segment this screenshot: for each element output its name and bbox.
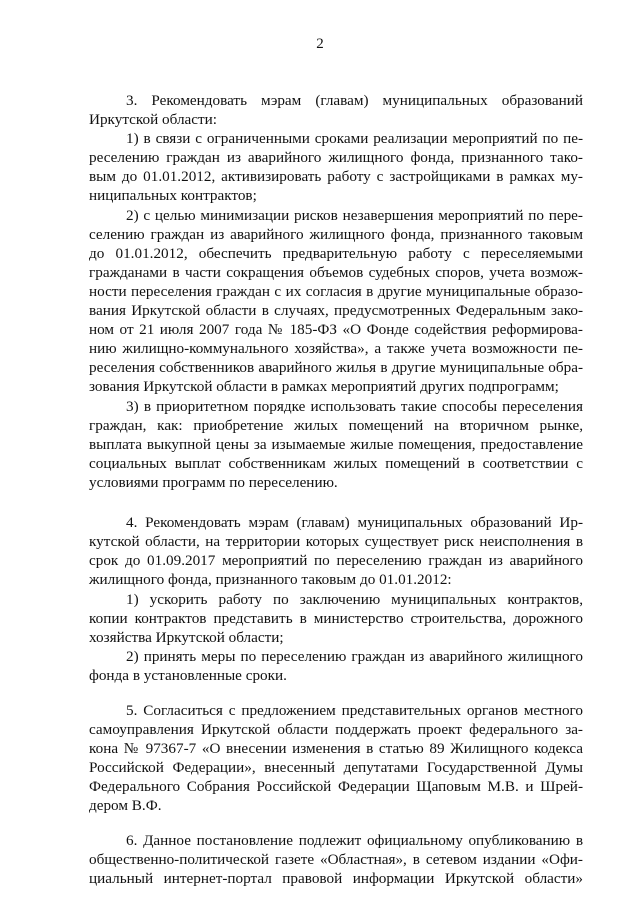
section-3-line: вания Иркутской области в случаях, предусмотренных Федеральным зако- <box>89 302 583 319</box>
section-3-line: вым до 01.01.2012, активизировать работу с застройщиками в рамках му- <box>89 168 583 185</box>
section-5-line: дером В.Ф. <box>89 797 162 814</box>
section-3-line: зования Иркутской области в рамках мероприятий других подпрограмм; <box>89 378 559 395</box>
section-4-line: кутской области, на территории которых существует риск неисполнения в <box>89 533 583 550</box>
section-3-line: ниципальных контрактов; <box>89 187 257 204</box>
section-3-line: ном от 21 июля 2007 года № 185-ФЗ «О Фонде содействия реформирова- <box>89 321 583 338</box>
section-3-line: 2) с целью минимизации рисков незавершения мероприятий по пере- <box>126 207 583 224</box>
section-3-line: условиями программ по переселению. <box>89 474 338 491</box>
section-6-line: циальный интернет-портал правовой информации Иркутской области» <box>89 870 583 887</box>
section-4-line: жилищного фонда, признанного таковым до 01.01.2012: <box>89 571 452 588</box>
section-3-line: селению граждан из аварийного жилищного фонда, признанного таковым <box>89 226 583 243</box>
section-3-line: ности переселения граждан с их согласия в другие муниципальные образо- <box>89 283 583 300</box>
section-5-line: кона № 97367-7 «О внесении изменения в статью 89 Жилищного кодекса <box>89 740 583 757</box>
section-5-line: Российской Федерации», внесенный депутатами Государственной Думы <box>89 759 583 776</box>
section-3-line: 1) в связи с ограниченными сроками реализации мероприятий по пе- <box>126 130 583 147</box>
section-3-line: гражданами в части сокращения объемов судебных споров, учета возмож- <box>89 264 583 281</box>
section-3-line: 3. Рекомендовать мэрам (главам) муниципальных образований <box>126 92 583 109</box>
section-3-line: Иркутской области: <box>89 111 217 128</box>
section-6-line: общественно-политической газете «Областная», в сетевом издании «Офи- <box>89 851 583 868</box>
section-4-line: срок до 01.09.2017 мероприятий по переселению граждан из аварийного <box>89 552 583 569</box>
section-3-line: социальных выплат собственникам жилых помещений в соответствии с <box>89 455 583 472</box>
section-3-line: реселения собственников аварийного жилья в другие муниципальные обра- <box>89 359 583 376</box>
section-4-line: копии контрактов представить в министерство строительства, дорожного <box>89 610 583 627</box>
section-5-line: самоуправления Иркутской области поддержать проект федерального за- <box>89 721 583 738</box>
section-3-line: 3) в приоритетном порядке использовать такие способы переселения <box>126 398 583 415</box>
section-4-line: хозяйства Иркутской области; <box>89 629 284 646</box>
section-4-line: 1) ускорить работу по заключению муниципальных контрактов, <box>126 591 583 608</box>
section-5-line: Федерального Собрания Российской Федерации Щаповым М.В. и Шрей- <box>89 778 583 795</box>
section-3-line: выплата выкупной цены за изымаемые жилые помещения, предоставление <box>89 436 583 453</box>
section-5-line: 5. Согласиться с предложением представительных органов местного <box>126 702 583 719</box>
section-4-line: 4. Рекомендовать мэрам (главам) муниципальных образований Ир- <box>126 514 583 531</box>
section-3-line: граждан, как: приобретение жилых помещений на вторичном рынке, <box>89 417 583 434</box>
section-3-line: нию жилищно-коммунального хозяйства», а также учета возможности пе- <box>89 340 583 357</box>
section-6-line: 6. Данное постановление подлежит официальному опубликованию в <box>126 832 583 849</box>
section-4-line: фонда в установленные сроки. <box>89 667 287 684</box>
section-4-line: 2) принять меры по переселению граждан из аварийного жилищного <box>126 648 583 665</box>
section-3-line: до 01.01.2012, обеспечить предварительную работу с переселяемыми <box>89 245 583 262</box>
page-number: 2 <box>316 36 324 52</box>
section-3-line: реселению граждан из аварийного жилищного фонда, признанного тако- <box>89 149 583 166</box>
